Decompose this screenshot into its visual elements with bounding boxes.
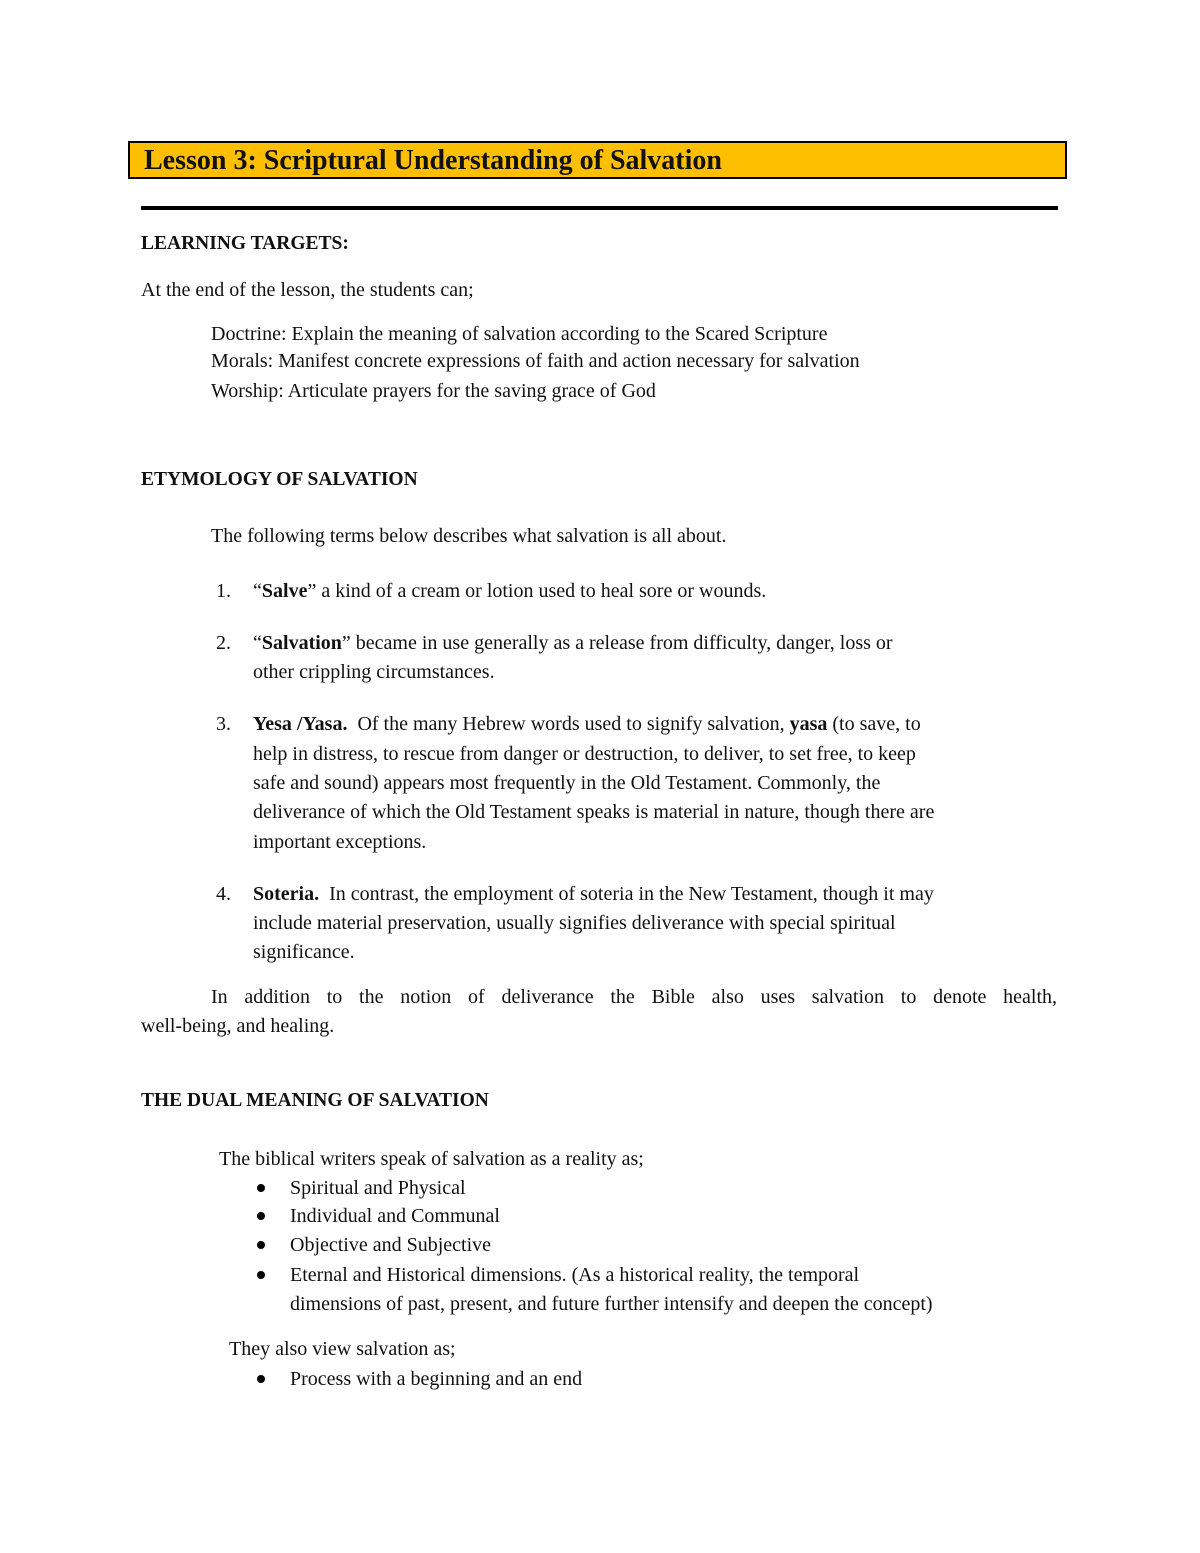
etymology-heading: ETYMOLOGY OF SALVATION: [141, 469, 418, 490]
item-text: a kind of a cream or lotion used to heal sore or wounds.: [316, 580, 767, 602]
list-number: 2.: [216, 632, 231, 654]
etymology-item-salve: [253, 577, 766, 607]
bullet-item: Spiritual and Physical: [290, 1177, 466, 1199]
item-text-continued: other crippling circumstances.: [253, 661, 495, 683]
item-text: (to save, to: [827, 713, 921, 735]
item-text-continued: include material preservation, usually signifies deliverance with special spiritual: [253, 912, 896, 934]
etymology-item-salvation: [253, 629, 893, 659]
etymology-item-soteria: [253, 880, 934, 910]
target-worship: Worship: Articulate prayers for the saving grace of God: [211, 380, 656, 402]
quote-open: “: [253, 632, 262, 654]
bullet-icon: [257, 1212, 265, 1220]
bullet-icon: [257, 1375, 265, 1383]
etymology-intro: The following terms below describes what salvation is all about.: [211, 525, 727, 547]
item-text-continued: deliverance of which the Old Testament speaks is material in nature, though there are: [253, 801, 935, 823]
dual-meaning-intro: The biblical writers speak of salvation as a reality as;: [219, 1148, 644, 1170]
dual-meaning-heading: THE DUAL MEANING OF SALVATION: [141, 1090, 489, 1111]
bullet-item: Objective and Subjective: [290, 1234, 492, 1256]
learning-targets-intro: At the end of the lesson, the students can;: [141, 279, 474, 301]
list-number: 3.: [216, 713, 231, 735]
item-text: Of the many Hebrew words used to signify salvation,: [347, 713, 790, 735]
target-morals: Morals: Manifest concrete expressions of faith and action necessary for salvation: [211, 350, 860, 372]
term-yesa-yasa: Yesa /Yasa.: [253, 713, 348, 735]
bullet-item: Process with a beginning and an end: [290, 1368, 583, 1390]
title-divider: [141, 206, 1058, 210]
term-salve: Salve: [261, 580, 308, 602]
item-text-continued: safe and sound) appears most frequently in the Old Testament. Commonly, the: [253, 772, 881, 794]
term-salvation: Salvation: [261, 632, 342, 654]
item-text-continued: help in distress, to rescue from danger or destruction, to deliver, to set free, to keep: [253, 743, 916, 765]
item-text-continued: important exceptions.: [253, 831, 427, 853]
item-text: In contrast, the employment of soteria in the New Testament, though it may: [319, 883, 934, 905]
bullet-item: Individual and Communal: [290, 1205, 500, 1227]
dual-meaning-intro2: They also view salvation as;: [229, 1338, 456, 1360]
bullet-item: Eternal and Historical dimensions. (As a historical reality, the temporal: [290, 1264, 860, 1286]
list-number: 1.: [216, 580, 231, 602]
bullet-icon: [257, 1241, 265, 1249]
term-yasa: yasa: [789, 713, 828, 735]
list-number: 4.: [216, 883, 231, 905]
bullet-item-continued: dimensions of past, present, and future further intensify and deepen the concept): [290, 1293, 933, 1315]
closing-paragraph-line2: well-being, and healing.: [141, 1015, 335, 1037]
term-soteria: Soteria.: [253, 883, 320, 905]
closing-paragraph-line1: In addition to the notion of deliverance the Bible also uses salvation to denote health,: [211, 986, 1057, 1008]
learning-targets-heading: LEARNING TARGETS:: [141, 233, 349, 254]
bullet-icon: [257, 1271, 265, 1279]
lesson-title-box: [128, 141, 1067, 179]
lesson-title: Lesson 3: Scriptural Understanding of Salvation: [144, 145, 722, 176]
bullet-icon: [257, 1184, 265, 1192]
target-doctrine: Doctrine: Explain the meaning of salvation according to the Scared Scripture: [211, 323, 828, 345]
item-text: ” became in use generally as a release from difficulty, danger, loss or: [341, 632, 893, 654]
quote-open: “: [253, 580, 262, 602]
etymology-item-yasa: [253, 710, 921, 740]
item-text-continued: significance.: [253, 941, 355, 963]
quote-close: ”: [307, 580, 317, 602]
